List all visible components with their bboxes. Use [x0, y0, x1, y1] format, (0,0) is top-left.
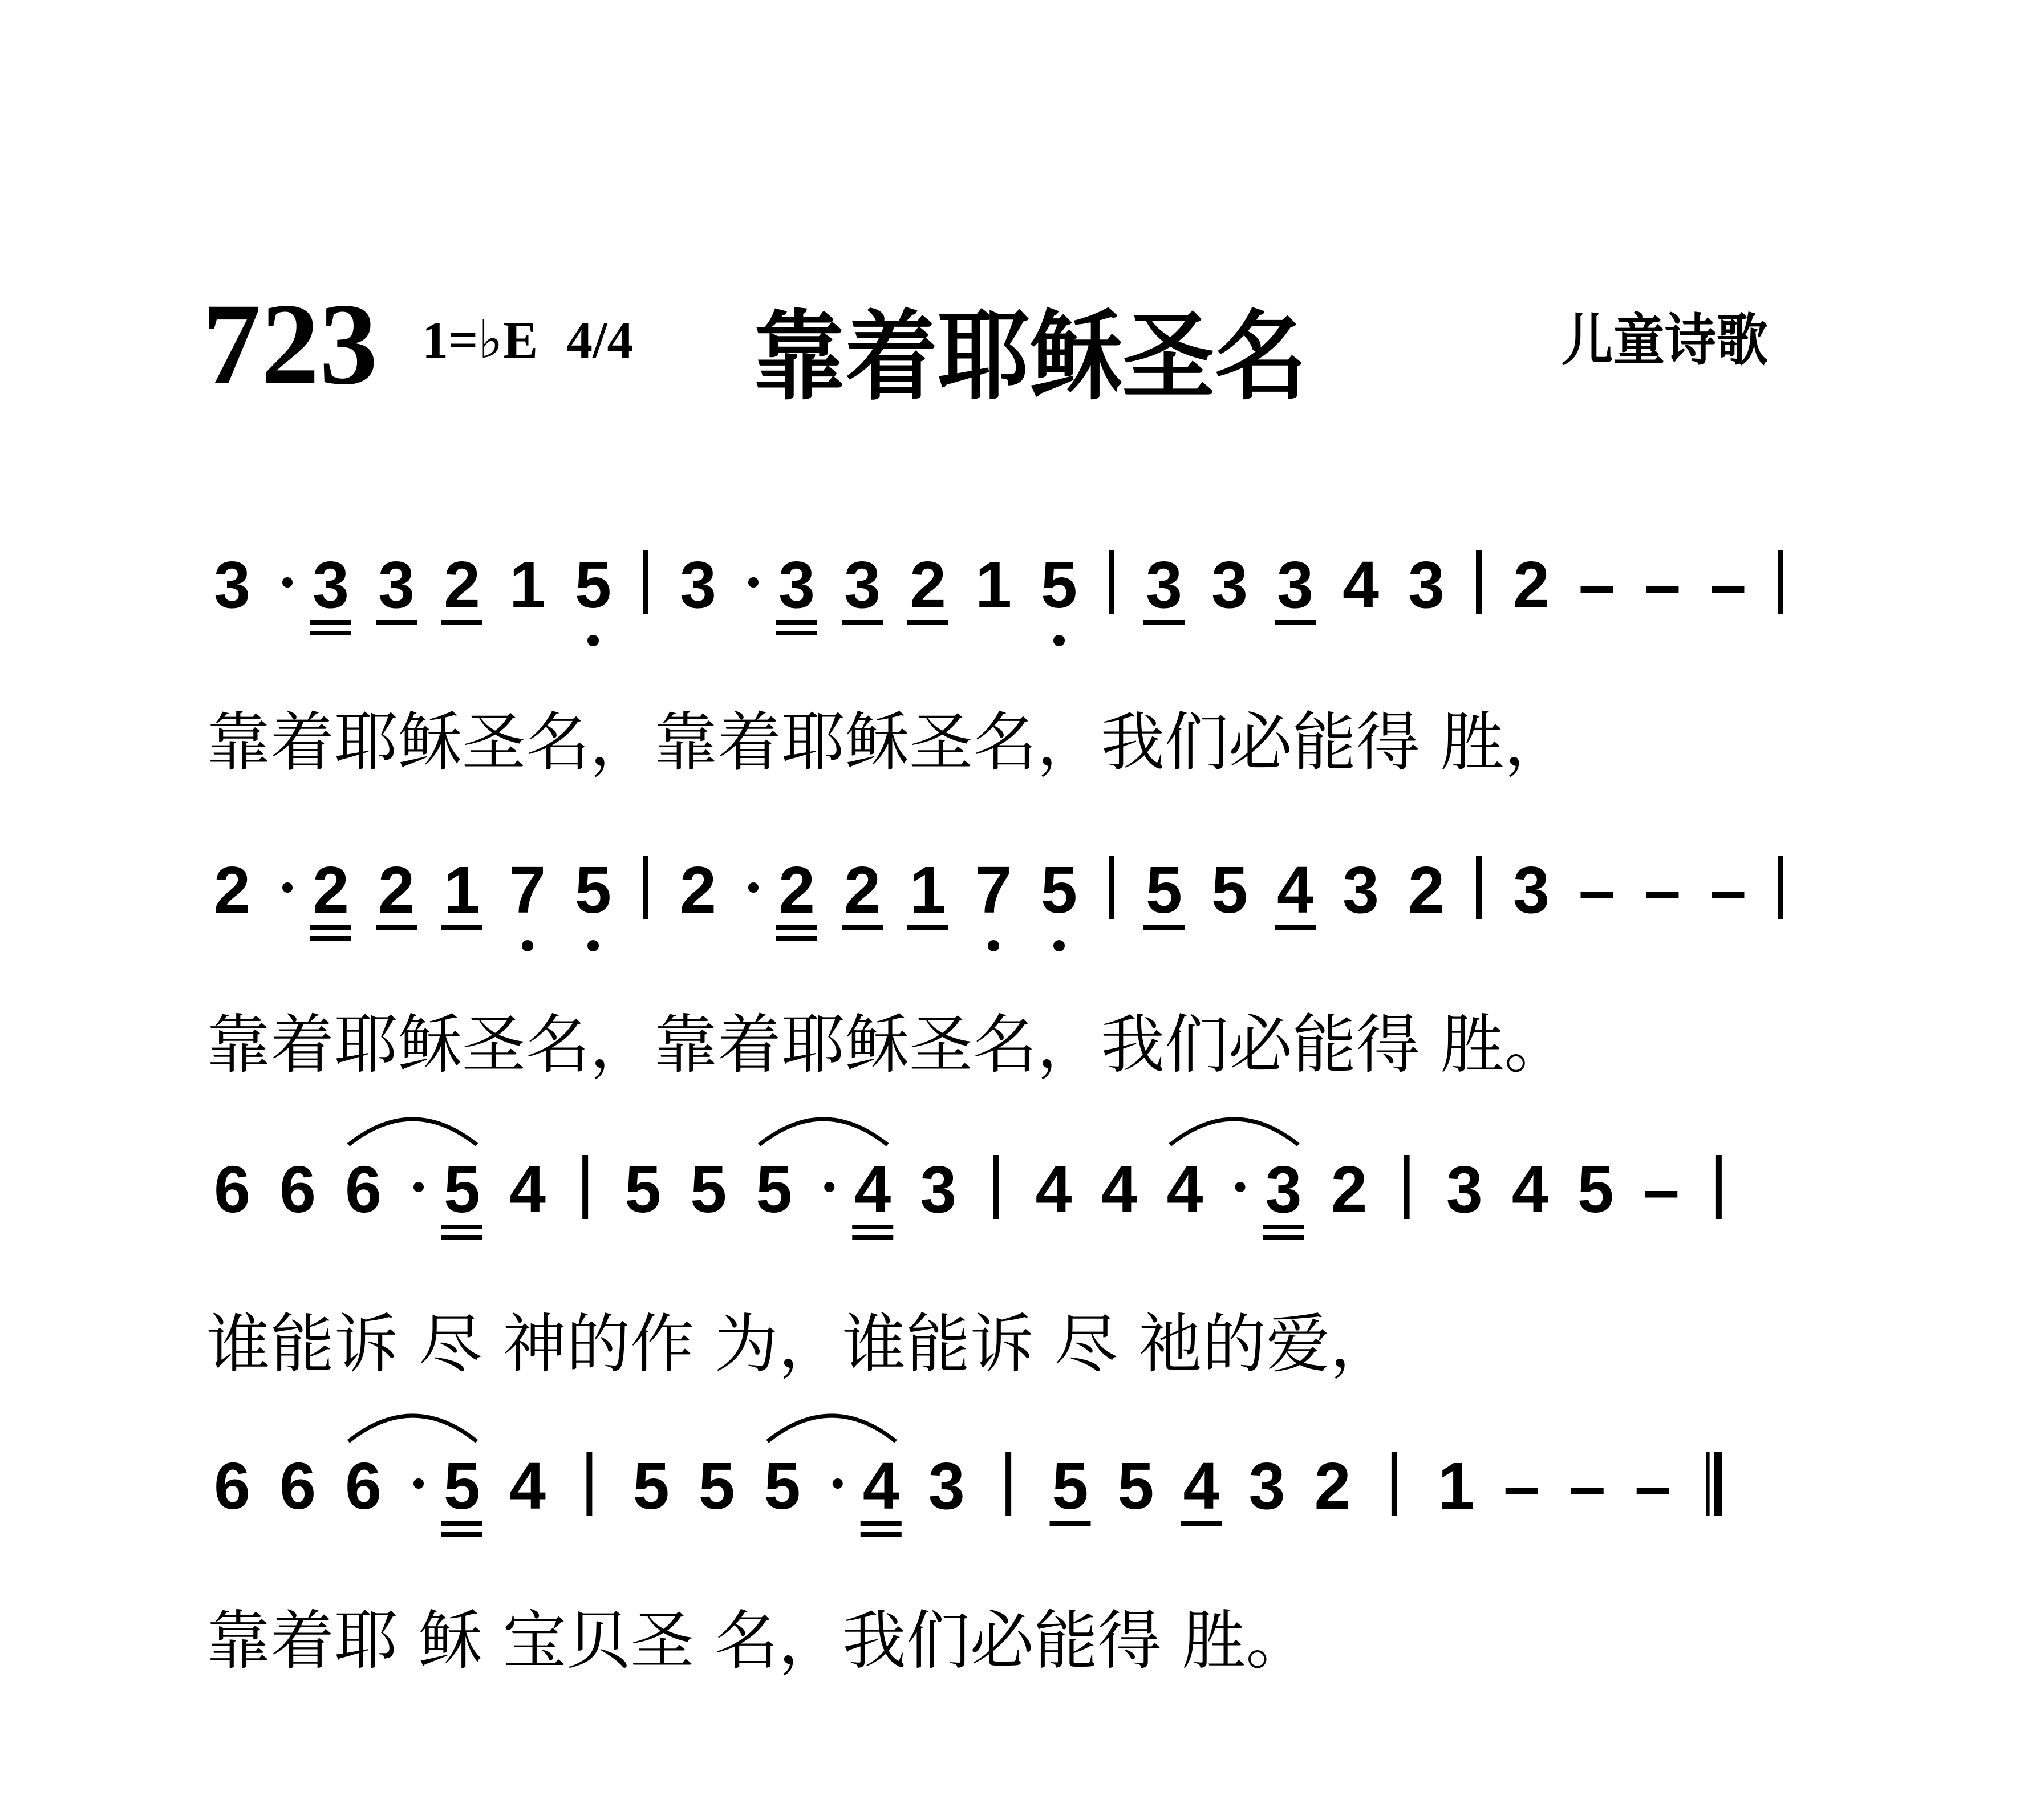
key-signature: 1=♭E — [422, 311, 538, 369]
note: 3 — [680, 548, 716, 622]
augmentation-dot — [1235, 1182, 1246, 1192]
note: 2 — [1408, 853, 1445, 927]
notation-line — [206, 853, 1781, 1082]
note: 5 — [690, 1152, 727, 1226]
augmentation-dot — [413, 1182, 424, 1192]
note: 4 — [1166, 1152, 1203, 1226]
note: 3 — [313, 548, 349, 622]
note: 5 — [444, 1449, 480, 1523]
header — [202, 279, 1768, 414]
note: 2 — [444, 548, 480, 622]
sustain-dash: – — [1644, 548, 1681, 622]
note: 5 — [764, 1449, 801, 1523]
low-octave-dot — [1053, 940, 1065, 951]
low-octave-dot — [587, 635, 599, 646]
note: 6 — [214, 1449, 250, 1523]
note: 3 — [378, 548, 415, 622]
note: 3 — [1211, 548, 1248, 622]
sustain-dash: – — [1579, 853, 1615, 927]
note: 2 — [844, 853, 881, 927]
note: 5 — [632, 1449, 670, 1523]
notation-line — [206, 1416, 1718, 1678]
note: 2 — [1513, 548, 1550, 622]
sustain-dash: – — [1579, 548, 1615, 622]
note: 4 — [1101, 1152, 1138, 1226]
augmentation-dot — [833, 1478, 843, 1489]
note: 2 — [378, 853, 415, 927]
note: 4 — [854, 1152, 891, 1226]
note: 7 — [509, 853, 546, 927]
note: 2 — [1314, 1449, 1351, 1523]
low-octave-dot — [1053, 635, 1065, 646]
song-category: 儿童诗歌 — [1562, 307, 1768, 373]
note: 4 — [1183, 1449, 1220, 1523]
note: 5 — [1041, 853, 1077, 927]
note: 2 — [313, 853, 349, 927]
note: 5 — [1211, 853, 1248, 927]
note: 4 — [1511, 1152, 1548, 1226]
note: 5 — [624, 1152, 662, 1226]
note: 6 — [345, 1449, 382, 1523]
notation-line — [206, 548, 1781, 780]
note: 3 — [1146, 548, 1182, 622]
lyrics-line: 靠着耶 稣 宝贝圣 名，我们必能得 胜。 — [206, 1604, 1310, 1678]
augmentation-dot — [748, 577, 759, 588]
note: 2 — [1331, 1152, 1368, 1226]
note: 1 — [444, 853, 480, 927]
augmentation-dot — [282, 882, 293, 893]
note: 3 — [928, 1449, 965, 1523]
note: 3 — [1265, 1152, 1302, 1226]
hymn-number: 723 — [202, 279, 378, 409]
note: 5 — [1146, 853, 1182, 927]
augmentation-dot — [413, 1478, 424, 1489]
note: 1 — [509, 548, 546, 622]
note: 5 — [756, 1152, 793, 1226]
sustain-dash: – — [1503, 1449, 1540, 1523]
note: 5 — [698, 1449, 735, 1523]
note: 1 — [975, 548, 1012, 622]
augmentation-dot — [748, 882, 759, 893]
note: 5 — [444, 1152, 480, 1226]
note: 3 — [1446, 1152, 1483, 1226]
note: 4 — [862, 1449, 899, 1523]
lyrics-line: 靠着耶稣圣名，靠着耶稣圣名，我们必能得 胜。 — [206, 1008, 1568, 1082]
slur — [768, 1416, 896, 1441]
note: 3 — [1343, 853, 1379, 927]
sustain-dash: – — [1644, 853, 1681, 927]
note: 4 — [1277, 853, 1313, 927]
low-octave-dot — [522, 940, 533, 951]
note: 5 — [575, 853, 611, 927]
note: 5 — [1577, 1152, 1614, 1226]
slur — [348, 1416, 477, 1441]
note: 6 — [279, 1152, 316, 1226]
note: 1 — [1438, 1449, 1475, 1523]
slur — [348, 1119, 477, 1145]
note: 1 — [910, 853, 946, 927]
note: 6 — [345, 1152, 382, 1226]
note: 5 — [1041, 548, 1077, 622]
note: 4 — [509, 1152, 546, 1226]
note: 6 — [279, 1449, 316, 1523]
lyrics-line: 靠着耶稣圣名，靠着耶稣圣名，我们必能得 胜， — [206, 706, 1568, 780]
note: 3 — [1248, 1449, 1285, 1523]
note: 2 — [680, 853, 716, 927]
sustain-dash: – — [1710, 853, 1746, 927]
sustain-dash: – — [1569, 1449, 1606, 1523]
note: 4 — [1343, 548, 1379, 622]
slur — [759, 1119, 887, 1145]
sustain-dash: – — [1642, 1152, 1680, 1226]
note: 7 — [975, 853, 1012, 927]
time-signature: 4/4 — [566, 311, 634, 369]
augmentation-dot — [824, 1182, 834, 1192]
note: 5 — [575, 548, 611, 622]
note: 2 — [778, 853, 815, 927]
note: 2 — [910, 548, 946, 622]
note: 4 — [1035, 1152, 1072, 1226]
note: 3 — [214, 548, 250, 622]
note: 3 — [1277, 548, 1313, 622]
note: 3 — [920, 1152, 957, 1226]
note: 3 — [778, 548, 815, 622]
note: 5 — [1117, 1449, 1154, 1523]
notation-line — [206, 1119, 1719, 1381]
note: 5 — [1052, 1449, 1089, 1523]
note: 6 — [214, 1152, 250, 1226]
score — [206, 548, 1781, 1678]
note: 4 — [509, 1449, 546, 1523]
note: 2 — [214, 853, 250, 927]
note: 3 — [844, 548, 881, 622]
sustain-dash: – — [1710, 548, 1746, 622]
lyrics-line: 谁能诉 尽 神的作 为，谁能诉 尽 祂的爱， — [206, 1307, 1394, 1381]
slur — [1170, 1119, 1299, 1145]
sustain-dash: – — [1635, 1449, 1672, 1523]
low-octave-dot — [988, 940, 999, 951]
low-octave-dot — [587, 940, 599, 951]
note: 3 — [1408, 548, 1445, 622]
song-title: 靠着耶稣圣名 — [753, 301, 1307, 414]
note: 3 — [1513, 853, 1550, 927]
augmentation-dot — [282, 577, 293, 588]
